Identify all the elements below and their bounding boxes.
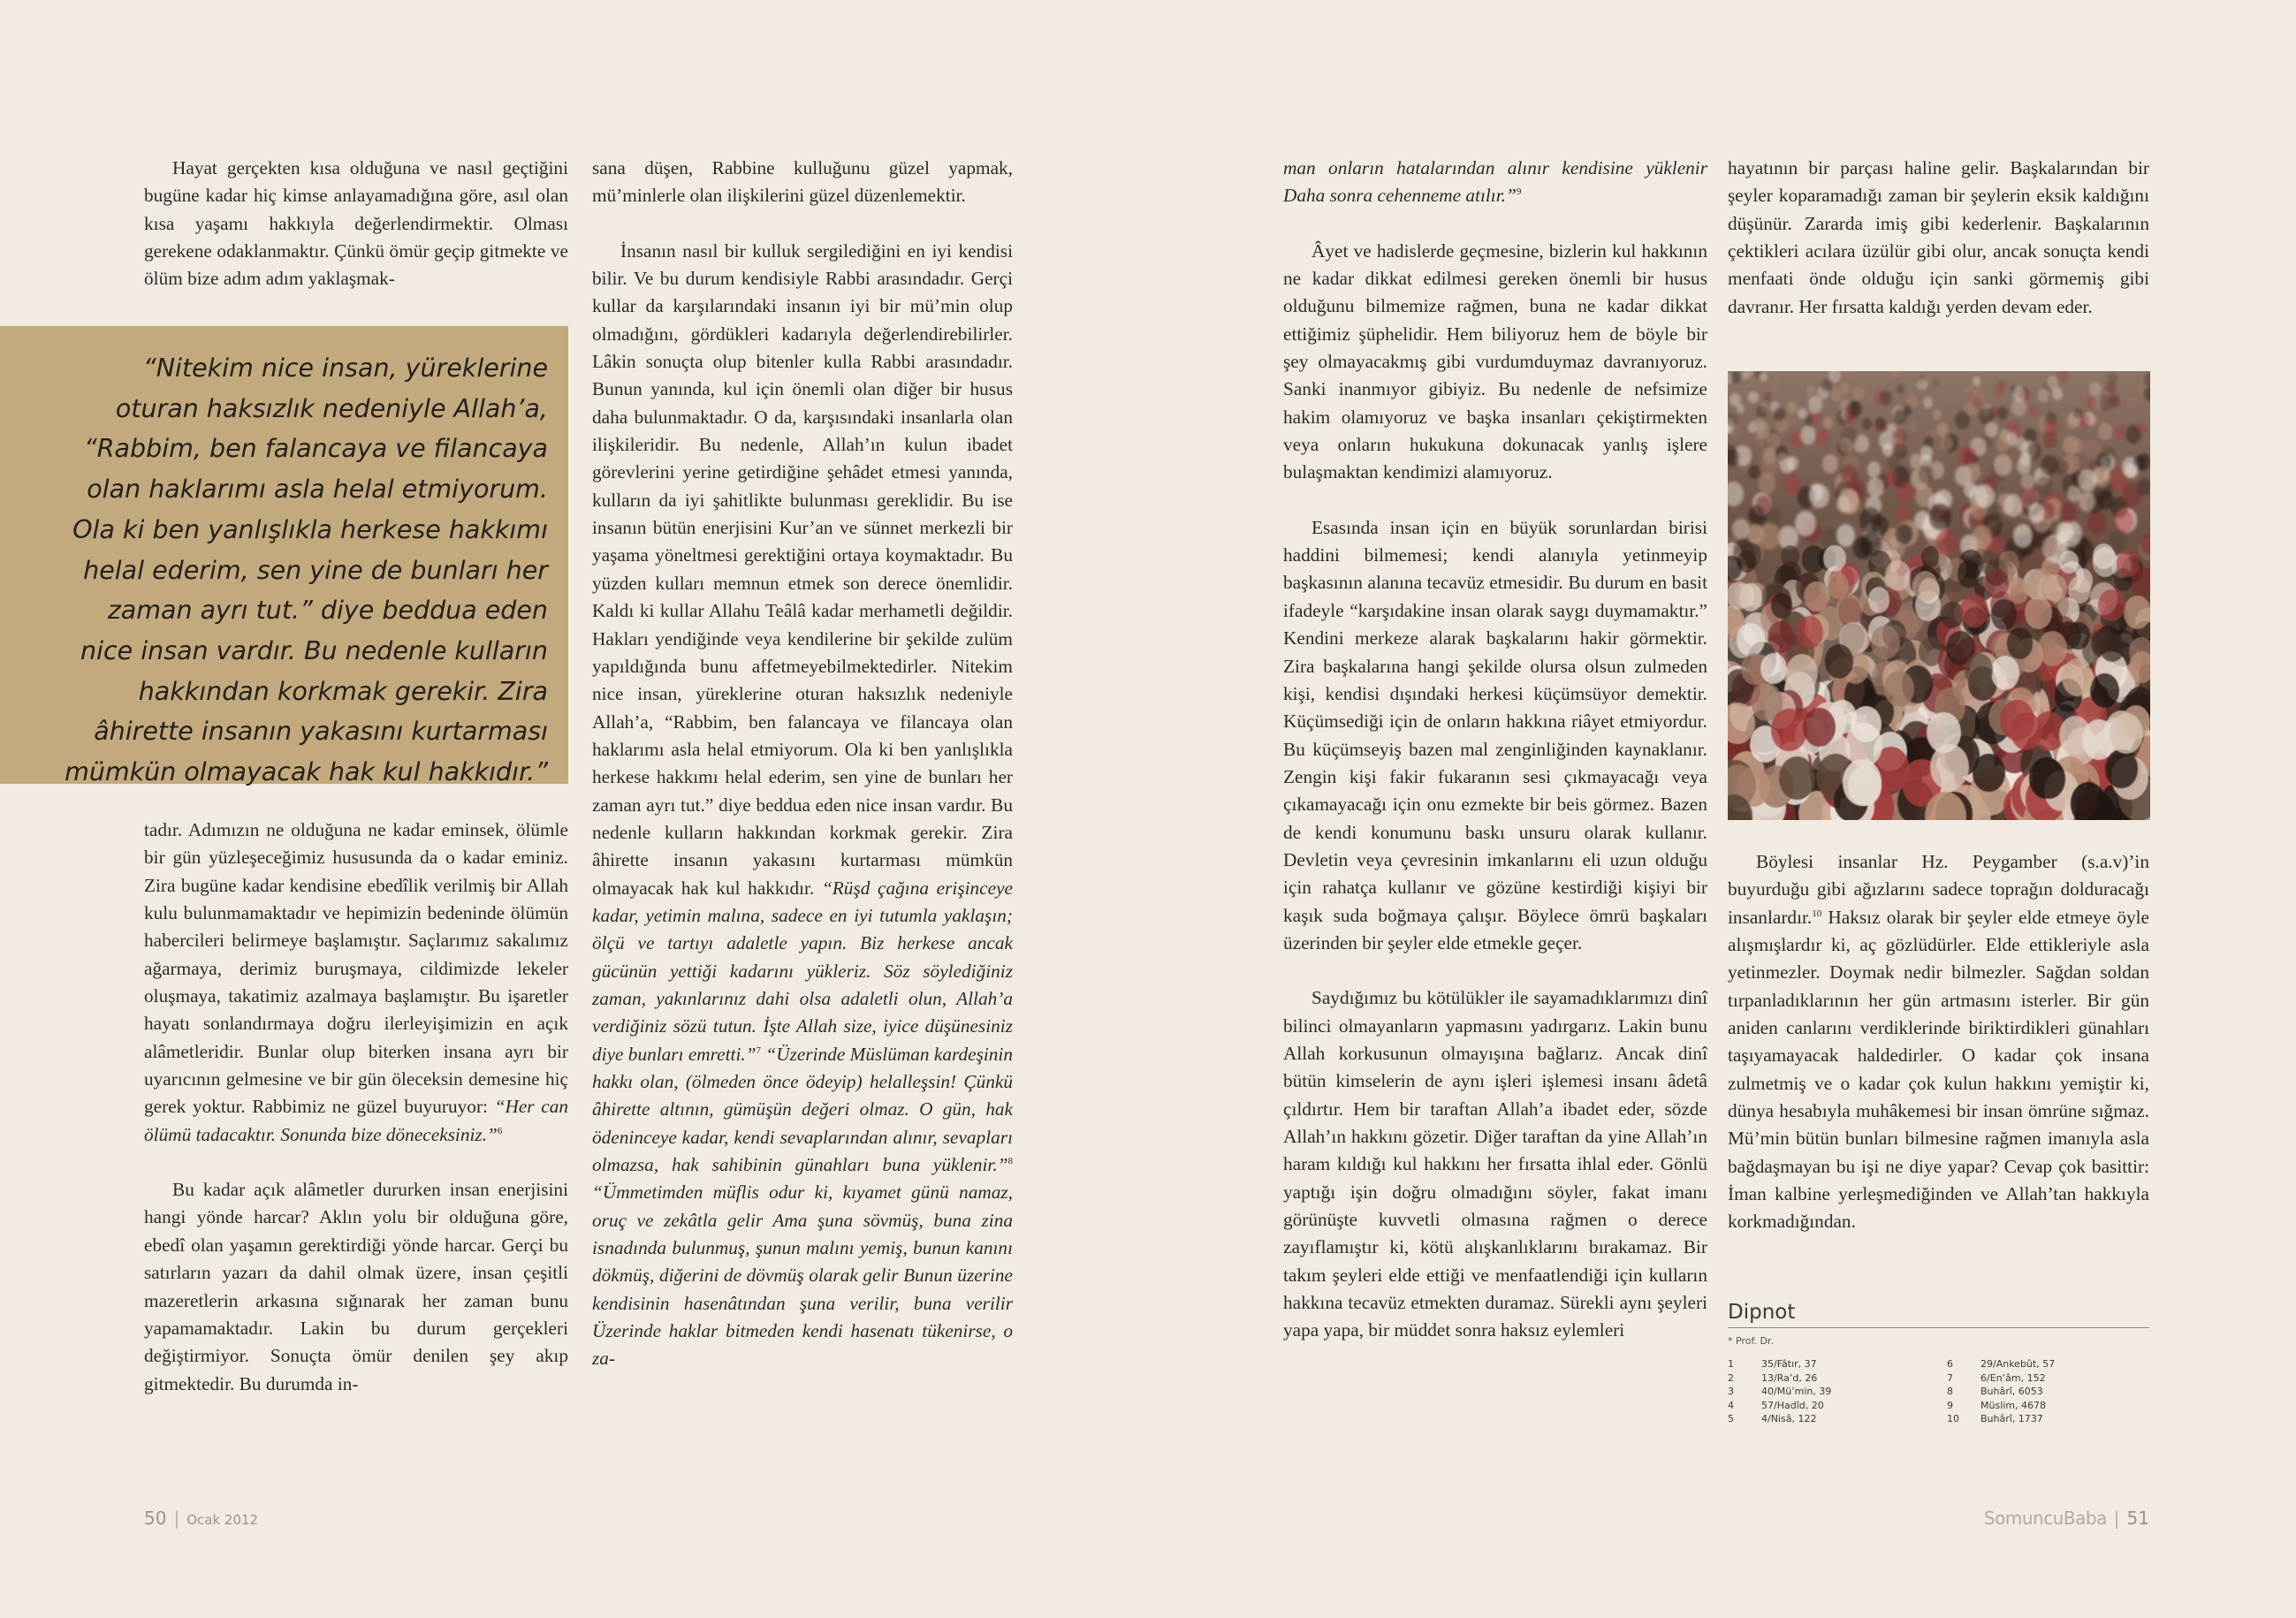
crowd-texture — [2110, 713, 2144, 754]
footnote-number: 6 — [1947, 1358, 1953, 1370]
quote-text: “Rüşd çağına erişinceye kadar, yetimin malına, sadece en iyi tutumla yaklaşın; ölçü ve tartıyı adaletle yapın. Biz herkese ancak gücünün yettiği kadarını yükleriz. Söz söylediğiniz zaman, yakınlarınız dahi olsa adaletli olun, Allah’a verdiğiniz sözü tutun. İşte Allah size, iyice düşünesiniz diye bunları emretti.” — [592, 877, 1013, 1065]
crowd-texture — [2013, 524, 2033, 548]
footnote-number: 2 — [1728, 1371, 1734, 1384]
crowd-texture — [1787, 401, 1798, 414]
paragraph: Bu kadar açık alâmetler dururken insan enerjisini hangi yönde harcar? Aklın yolu bir olduğuna göre, ebedî olan yaşamın gerektirdiği yönde harcar. Gerçi bu satırların yazarı da dahil olmak üzere, insan çeşitli mazeretlerin arkasına sığınarak her zaman bunu yapamamaktadır. Lakin bu durum gerçekleri değiştirmiyor. Sonuçta ömür denilen şey akıp gitmektedir. Bu durumda in- — [144, 1179, 568, 1394]
folio-divider: | — [2113, 1508, 2120, 1529]
crowd-texture — [2093, 543, 2115, 570]
crowd-texture — [1768, 621, 1794, 653]
crowd-texture — [2089, 382, 2102, 397]
crowd-texture — [1996, 436, 2010, 452]
folio-divider: | — [173, 1508, 180, 1529]
crowd-texture — [1991, 656, 2019, 690]
footnotes — [1728, 1301, 2149, 1424]
crowd-texture — [2087, 511, 2107, 535]
paragraph: Saydığımız bu kötülükler ile sayamadıklarımızı dinî bilinci olmayanların yapmasını yadırgarız. Lakin bunu Allah korkusunun olmayışına bağlarız. Ancak dinî bütün kimselerin de aynı işleri işlemesi insanı âdetâ çıldırtır. Hem bir taraftan Allah’a ibadet eder, sözde Allah’ın hakkını gözetir. Diğer taraftan da yine Allah’ın haram kıldığı kul hakkını her fırsatta ihlal eder. Gönlü yaptığı işin doğru olmadığını söyler, fakat imanı görünüşte kuvvetli olmasına rağmen o derece zayıflamıştır ki, kötü alışkanlıklarını bırakamaz. Bir takım şeyleri elde ettiği ve menfaatlendiği için kulların hakkına tecavüz etmekten duramaz. Sürekli aynı şeyleri yapa yapa, bir müddet sonra haksız eylemleri — [1283, 987, 1707, 1341]
paragraph: Hayat gerçekten kısa olduğuna ve nasıl geçtiğini bugüne kadar hiç kimse anlayamadığına göre, asıl olan kısa yaşamı hakkıyla değerlendirmektir. Olması gerekene odaklanmaktır. Çünkü ömür geçip gitmekte ve ölüm bize adım adım yaklaşmak- — [144, 157, 568, 290]
crowd-texture — [1997, 406, 2008, 420]
folio-right — [1984, 1508, 2149, 1529]
crowd-texture — [2137, 423, 2147, 435]
crowd-texture — [1844, 406, 1857, 421]
paragraph — [1728, 848, 2149, 1236]
crowd-texture — [2098, 589, 2125, 622]
folio-left — [144, 1508, 258, 1529]
crowd-texture — [1929, 504, 1951, 529]
column-1-bottom — [144, 817, 568, 1398]
paragraph: Âyet ve hadislerde geçmesine, bizlerin kul hakkının ne kadar dikkat edilmesi gereken önemli bir husus olduğunu bilmemize rağmen, buna ne kadar dikkat ettiğimiz şüphelidir. Hem biliyoruz hem de böyle bir şey olmayacakmış gibi vurdumduymaz davranıyoruz. Sanki inanmıyor gibiyiz. Bu nedenle de nefsimize hakim olamıyoruz ve başka insanları çekiştirmekten veya onların hukukuna dokunacak yanlış işlere bulaşmaktan kendimizi alamıyoruz. — [1283, 239, 1707, 483]
paragraph: sana düşen, Rabbine kulluğunu güzel yapmak, mü’minlerle olan ilişkilerini güzel düzenlemektir. — [592, 157, 1013, 207]
crowd-texture — [2125, 463, 2138, 479]
footnote-ref-text: 57/Hadîd, 20 — [1761, 1399, 1824, 1411]
crowd-texture — [2114, 509, 2134, 533]
footnote-ref-text: Buhârî, 6053 — [1980, 1386, 2043, 1397]
crowd-texture — [1802, 545, 1825, 574]
crowd-texture — [1759, 523, 1781, 549]
crowd-texture — [2068, 576, 2091, 604]
crowd-texture — [2106, 382, 2116, 393]
column-4 — [1728, 155, 2149, 321]
crowd-texture — [1940, 436, 1953, 452]
crowd-texture — [2057, 371, 2070, 383]
pull-quote-box — [0, 326, 568, 787]
crowd-texture — [1781, 545, 1799, 568]
crowd-texture — [1923, 397, 1933, 408]
crowd-texture — [1764, 392, 1771, 401]
crowd-texture — [2137, 478, 2150, 496]
crowd-texture — [1917, 378, 1927, 391]
footnote-ref-text: 4/Nisâ, 122 — [1761, 1413, 1817, 1424]
crowd-texture — [1795, 511, 1816, 536]
crowd-texture — [1894, 444, 1907, 460]
footnote-ref-text: 13/Ra’d, 26 — [1761, 1371, 1818, 1384]
crowd-texture — [1851, 706, 1881, 742]
crowd-texture — [1975, 484, 1995, 508]
crowd-texture — [2100, 633, 2124, 662]
footnote-number: 4 — [1728, 1399, 1734, 1411]
crowd-texture — [1973, 398, 1981, 408]
crowd-texture — [2117, 550, 2140, 577]
crowd-texture — [1760, 372, 1768, 382]
crowd-texture — [1958, 560, 1980, 588]
crowd-texture — [1936, 529, 1958, 555]
crowd-texture — [1840, 383, 1850, 394]
crowd-texture — [2012, 386, 2026, 402]
footnote-ref: 8 — [1007, 1155, 1013, 1166]
crowd-texture — [2036, 476, 2053, 497]
paragraph — [1283, 155, 1707, 210]
footnote-ref: 7 — [756, 1044, 762, 1056]
crowd-texture — [1748, 465, 1760, 479]
crowd-texture — [1800, 426, 1816, 444]
crowd-texture — [1825, 644, 1853, 679]
page-number: 50 — [144, 1508, 167, 1529]
footnote-number: 1 — [1728, 1358, 1734, 1370]
crowd-texture — [2007, 627, 2034, 658]
crowd-texture — [2100, 395, 2113, 411]
quote-text: “Ümmetimden müflis odur ki, kıyamet günü namaz, oruç ve zekâtla gelir Ama şuna sövmüş, buna zina isnadında bulunmuş, şunun malını yemiş, bunun kanını dökmüş, diğerini de dövmüş olarak gelir Bunun üzerine kendisinin hasenâtından şuna verilir, buna verilir Üzerinde haklar bitmeden kendi hasenatı tükenirse, o za- — [592, 1181, 1013, 1370]
footnote-ref-text: Müslim, 4678 — [1980, 1399, 2047, 1411]
crowd-texture — [1882, 444, 1893, 457]
footnote-ref: 6 — [497, 1125, 503, 1136]
crowd-texture — [1871, 626, 1899, 660]
quote-text: “Üzerinde Müslüman kardeşinin hakkı olan, (ölmeden önce ödeyip) helalleşsin! Çünkü âhirette altının, gümüşün değeri olmaz. O gün, hak ödeninceye kadar, kendi sevaplarından alınır, sevapları olmazsa, hak sahibinin günahları buna yüklenir.” — [592, 1043, 1013, 1176]
crowd-texture — [1728, 482, 1744, 505]
paragraph-text: Böylesi insanlar Hz. Peygamber (s.a.v)’in buyurduğu gibi ağızlarını sadece toprağın dolduracağı insanlardır. — [1728, 851, 2149, 928]
quote-text: “Her can ölümü tadacaktır. Sonunda bize döneceksiniz.” — [144, 1096, 568, 1145]
crowd-texture — [1822, 454, 1838, 474]
crowd-texture — [1730, 371, 1741, 384]
crowd-texture — [1933, 409, 1942, 420]
magazine-brand: SomuncuBaba — [1983, 1508, 2107, 1529]
crowd-texture — [2078, 469, 2097, 492]
crowd-texture — [2126, 397, 2137, 410]
crowd-texture — [1852, 386, 1865, 400]
paragraph-text: İnsanın nasıl bir kulluk sergilediğini en iyi kendisi bilir. Ve bu durum kendisiyle Rabbi arasındadır. Gerçi kullar da karşılarındaki insanın iyi bir mü’min olup olmadığını, gördükleri kadarıyla değerlendirebilirler. Lâkin sonuçta olup bitenler kulla Rabbi arasındadır. Bunun yanında, kul için önemli olan diğer bir husus daha bulunmaktadır. O da, karşısındaki insanlarla olan ilişkileridir. Bu nedenle, Allah’ın kulun ibadet görevlerini yerine getirdiğine şehâdet etmesi yanında, kulların da iyi şahitlikte bulunması gereklidir. Bu ise insanın bütün enerjisini Kur’an ve sünnet merkezli bir yaşama yöneltmesi gerektiğini ortaya koymaktadır. Bu yüzden kulları memnun etmek son derece önemlidir. Kaldı ki kullar Allahu Teâlâ kadar merhametli değildir. Hakları yendiğinde veya kendilerine bir şekilde zulüm yapıldığında bunu affetmeyebilmektedirler. Nitekim nice insan, yüreklerine oturan haksızlık nedeniyle Allah’a, “Rabbim, ben falancaya ve filancaya olan haklarımı asla helal etmiyorum. Ola ki ben yanlışlıkla herkese hakkımı helal ederim, sen yine de bunları her zaman ayrı tut.” diye beddua eden nice insan vardır. Bu nedenle kulların hakkından korkmak gerekir. Zira âhirette insanın yakasını kurtarması mümkün olmayacak hak kul hakkıdır. — [592, 239, 1013, 899]
crowd-texture — [1848, 766, 1882, 806]
crowd-texture — [1896, 505, 1911, 523]
crowd-texture — [1783, 474, 1801, 495]
crowd-texture — [2071, 782, 2107, 820]
crowd-texture — [1737, 623, 1765, 657]
footnote-number: 5 — [1728, 1413, 1734, 1424]
crowd-texture — [1896, 524, 1912, 544]
crowd-texture — [2044, 574, 2067, 602]
crowd-texture — [1808, 396, 1822, 413]
crowd-texture — [1774, 407, 1785, 422]
crowd-texture — [2062, 658, 2094, 696]
footnotes-title: Dipnot — [1728, 1301, 2149, 1328]
footnote-number: 8 — [1947, 1386, 1953, 1397]
column-2 — [592, 155, 1013, 1373]
crowd-texture — [1887, 423, 1897, 435]
crowd-texture — [2098, 422, 2112, 439]
crowd-texture — [1964, 462, 1980, 482]
column-4-bottom — [1728, 848, 2149, 1236]
paragraph: Esasında insan için en büyük sorunlardan birisi haddini bilmemesi; kendi alanıyla yetinmeyip başkasının alanına tecavüz etmesidir. Bu durum en basit ifadeyle “karşıdakine insan olarak saygı duymamaktır.” Kendini merkeze alarak başkalarını hakir görmektir. Zira başkalarına hangi şekilde olursa olsun zulmeden kişi, kendisi dışındaki herkesi küçümsüyor demektir. Küçümsediği için de onların hakkına riâyet etmiyordur. Bu küçümseyiş bazen mal zenginliğinden kaynaklanır. Zengin kişi fakir fukaranın sesi çıkmayacağı veya çıkamayacağı için onu ezmekte bir beis görmez. Bazen de kendi konumunu baskı unsuru olarak kullanır. Devletin veya çevresinin imkanlarını eli uzun olduğu için rahatça kullanır ve gözüne kestirdiği kişiyi bir kaşık suda boğmaya çalışır. Böylece ömrü başkaları üzerinden bir şeyler elde etmekle geçer. — [1283, 516, 1707, 953]
author-note: * Prof. Dr. — [1728, 1335, 1774, 1347]
crowd-texture — [1803, 708, 1836, 747]
crowd-texture — [1828, 371, 1841, 383]
crowd-texture — [1933, 379, 1939, 387]
crowd-texture — [2072, 439, 2084, 453]
crowd-texture — [2011, 712, 2042, 750]
crowd-texture — [2029, 406, 2038, 416]
crowd-texture — [1841, 465, 1858, 484]
crowd-texture — [1894, 409, 1906, 423]
crowd-texture — [2129, 651, 2150, 683]
crowd-texture — [1769, 378, 1782, 392]
footnote-number: 3 — [1728, 1386, 1734, 1397]
crowd-texture — [2124, 596, 2150, 629]
crowd-texture — [1730, 393, 1741, 407]
crowd-texture — [1867, 461, 1881, 478]
footnote-number: 10 — [1947, 1413, 1959, 1424]
crowd-texture — [1804, 581, 1829, 611]
crowd-texture — [1885, 560, 1911, 591]
crowd-texture — [1767, 433, 1780, 449]
crowd-texture — [2007, 577, 2029, 604]
quote-text: man onların hatalarından alınır kendisine yüklenir Daha sonra cehenneme atılır.” — [1283, 157, 1707, 207]
crowd-texture — [1730, 425, 1741, 439]
crowd-texture — [1815, 429, 1829, 446]
paragraph-text: Haksız olarak bir şeyler elde etmeye öyle alışmışlardır ki, aç gözlüdürler. Elde ettikleriyle asla yetinmezler. Doymak nedir bilmezler. Sağdan soldan tırpanladıklarının her gün artmasını isterler. Bir gün aniden canlarını verdiklerinde biriktirdikleri günahları taşıyamayacak haldedirler. O kadar çok insana zulmetmiş ve o kadar çok kulun hakkını yemiştir ki, dünya hesabıyla muhâkemesi bir insan ömrüne sığmaz. Mü’min bütün bunları bilmesine rağmen imanıyla asla bağdaşmayan bu işi ne diye yapar? Cevap çok basittir: İman kalbine yerleşmediğinden ve Allah’tan hakkıyla korkmadığından. — [1728, 906, 2149, 1233]
crowd-texture — [2079, 491, 2095, 512]
page-number: 51 — [2126, 1508, 2149, 1529]
crowd-texture — [1880, 391, 1892, 405]
footnote-ref: 10 — [1812, 908, 1822, 919]
crowd-texture — [1886, 371, 1897, 381]
crowd-texture — [1759, 473, 1776, 494]
crowd-texture — [1748, 505, 1763, 523]
crowd-texture — [2090, 673, 2119, 708]
crowd-texture — [1907, 421, 1918, 433]
crowd-texture — [1955, 411, 1970, 429]
crowd-texture — [1991, 599, 2017, 629]
crowd-texture — [2059, 520, 2082, 548]
crowd-texture — [1868, 587, 1890, 613]
crowd-texture — [1786, 654, 1818, 692]
footnote-number: 9 — [1947, 1399, 1953, 1411]
crowd-texture — [1927, 712, 1960, 753]
crowd-texture — [2033, 759, 2065, 799]
crowd-texture — [1999, 380, 2005, 388]
paragraph — [144, 817, 568, 1149]
crowd-texture — [1980, 551, 1999, 574]
crowd-texture — [2086, 396, 2096, 408]
crowd-texture — [1760, 653, 1786, 684]
paragraph-text: tadır. Adımızın ne olduğuna ne kadar eminsek, ölümle bir gün yüzleşeceğimiz hususunda da o kadar eminiz. Zira bugüne kadar kendisine ebedîlik verilmiş bir Allah kulu bulunmamaktadır ve hepimizin bedeninde ölümün habercileri belirmeye başlamıştır. Saçlarımız sakalımız ağarmaya, derimiz buruşmaya, cildimizde lekeler oluşmaya, takatimiz azalmaya başlamıştır. Bu işaretler hayatı sonlandırmaya doğru ilerleyişimizin en açık alâmetleridir. Bunlar olup biterken insana ayrı bir uyarıcının gelmesine ve bir gün öleceksin demesine hiç gerek yoktur. Rabbimiz ne güzel buyuruyor: — [144, 819, 568, 1118]
crowd-texture — [1884, 469, 1898, 486]
crowd-texture — [1994, 454, 2012, 476]
crowd-texture — [2105, 749, 2137, 788]
crowd-texture — [1844, 371, 1856, 379]
footnote-number: 7 — [1947, 1371, 1953, 1384]
column-3 — [1283, 155, 1707, 1345]
crowd-texture — [1919, 465, 1934, 482]
crowd-texture — [1771, 709, 1806, 751]
footnote-ref-text: 29/Ankebût, 57 — [1980, 1358, 2056, 1370]
crowd-texture — [1728, 413, 1737, 427]
crowd-texture — [2021, 474, 2034, 489]
issue-date: Ocak 2012 — [186, 1512, 259, 1528]
crowd-texture — [1748, 391, 1758, 403]
crowd-texture — [1809, 484, 1828, 508]
crowd-texture — [1867, 477, 1885, 498]
footnote-ref-text: Buhârî, 1737 — [1980, 1413, 2043, 1424]
crowd-texture — [1921, 546, 1940, 568]
footnote-ref-text: 6/En’âm, 152 — [1980, 1371, 2046, 1384]
crowd-texture — [2043, 431, 2058, 449]
crowd-texture — [2041, 536, 2058, 557]
crowd-texture — [1897, 384, 1905, 395]
crowd-texture — [1728, 581, 1751, 610]
crowd-texture — [1744, 371, 1752, 377]
crowd-texture — [2019, 452, 2031, 467]
crowd-photo — [1728, 371, 2150, 820]
paragraph: hayatının bir parçası haline gelir. Başkalarından bir şeyler koparamadığı zaman bir şeylerin eksik kaldığını düşünür. Zararda imiş gibi kederlenir. Başkalarının çektikleri acılara üzülür gibi olur, ancak sonuçta kendi menfaati önde olduğu için sanki görmemiş gibi davranır. Her fırsatta kaldığı yerden devam eder. — [1728, 157, 2149, 317]
crowd-texture — [1839, 438, 1852, 454]
crowd-texture — [2047, 376, 2058, 390]
footnote-list — [1728, 1358, 2149, 1424]
crowd-texture — [1884, 671, 1914, 707]
crowd-texture — [1798, 408, 1806, 419]
paragraph — [592, 238, 1013, 1373]
pull-quote-text: “Nitekim nice insan, yüreklerine oturan haksızlık nedeniyle Allah’a, “Rabbim, ben falancaya ve filancaya olan haklarımı asla helal etmiyorum. Ola ki ben yanlışlıkla herkese hakkımı helal ederim, sen yine de bunları her zaman ayrı tut.” diye beddua eden nice insan vardır. Bu nedenle kulların hakkından korkmak gerekir. Zira âhirette insanın yakasını kurtarması mümkün olmayacak hak kul hakkıdır.” — [65, 353, 548, 787]
crowd-texture — [1985, 422, 1997, 437]
crowd-texture — [2059, 503, 2076, 523]
crowd-texture — [2097, 490, 2114, 510]
footnote-ref-text: 40/Mü’min, 39 — [1761, 1386, 1832, 1397]
footnote-ref: 9 — [1516, 186, 1522, 198]
column-1-top — [144, 155, 568, 293]
crowd-texture — [2079, 414, 2090, 427]
crowd-texture — [1836, 524, 1856, 547]
crowd-texture — [1787, 415, 1797, 427]
footnote-ref-text: 35/Fâtır, 37 — [1761, 1358, 1817, 1370]
crowd-texture — [1960, 594, 1988, 627]
crowd-texture — [2038, 631, 2067, 666]
crowd-texture — [1823, 417, 1833, 429]
crowd-texture — [2038, 389, 2049, 402]
crowd-texture — [1862, 418, 1872, 429]
